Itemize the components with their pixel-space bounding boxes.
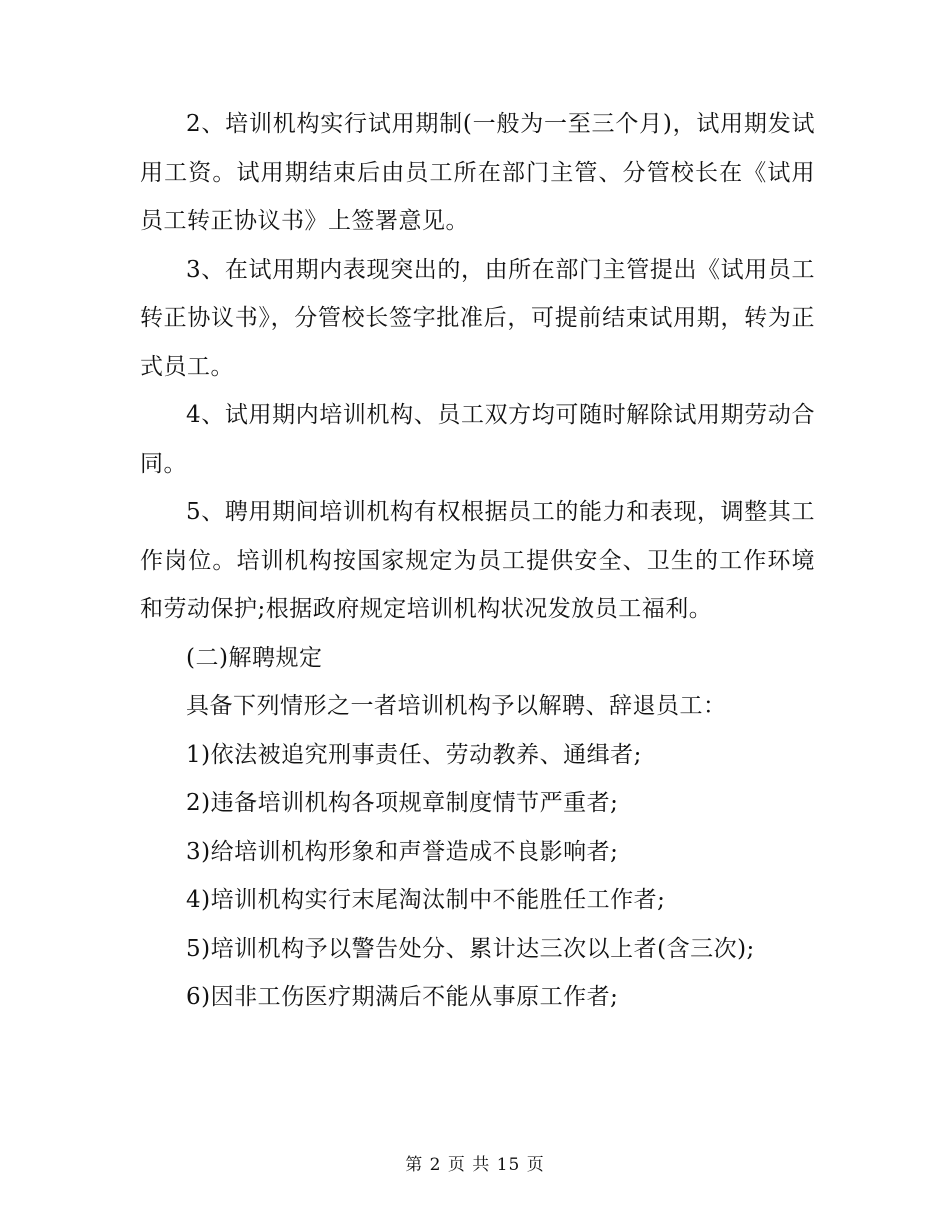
list-item: 6)因非工伤医疗期满后不能从事原工作者;: [186, 984, 619, 1010]
document-body: [140, 100, 815, 1022]
list-item: 1)依法被追究刑事责任、劳动教养、通缉者;: [186, 741, 642, 768]
list-item: 3)给培训机构形象和声誉造成不良影响者;: [186, 838, 619, 865]
paragraph-early-conversion: 3、在试用期内表现突出的，由所在部门主管提出《试用员工转正协议书》，分管校长签字批准后，可提前结束试用期，转为正式员工。: [140, 256, 815, 380]
list-item: 2)违备培训机构各项规章制度情节严重者;: [186, 790, 619, 816]
section-heading-dismissal: (二)解聘规定: [186, 644, 323, 671]
paragraph-dismissal-intro: 具备下列情形之一者培训机构予以解聘、辞退员工：: [186, 693, 727, 719]
list-item: 5)培训机构予以警告处分、累计达三次以上者(含三次);: [186, 935, 755, 962]
paragraph-position-adjustment: 5、聘用期间培训机构有权根据员工的能力和表现，调整其工作岗位。培训机构按国家规定为员工提供安全、卫生的工作环境和劳动保护;根据政府规定培训机构状况发放员工福利。: [140, 499, 815, 622]
list-item: 4)培训机构实行末尾淘汰制中不能胜任工作者;: [186, 887, 666, 913]
page-number-footer: 第 2 页 共 15 页: [405, 1155, 545, 1175]
paragraph-contract-termination: 4、试用期内培训机构、员工双方均可随时解除试用期劳动合同。: [140, 402, 815, 477]
paragraph-probation-system: 2、培训机构实行试用期制(一般为一至三个月)，试用期发试用工资。试用期结束后由员工所在部门主管、分管校长在《试用员工转正协议书》上签署意见。: [140, 111, 815, 234]
